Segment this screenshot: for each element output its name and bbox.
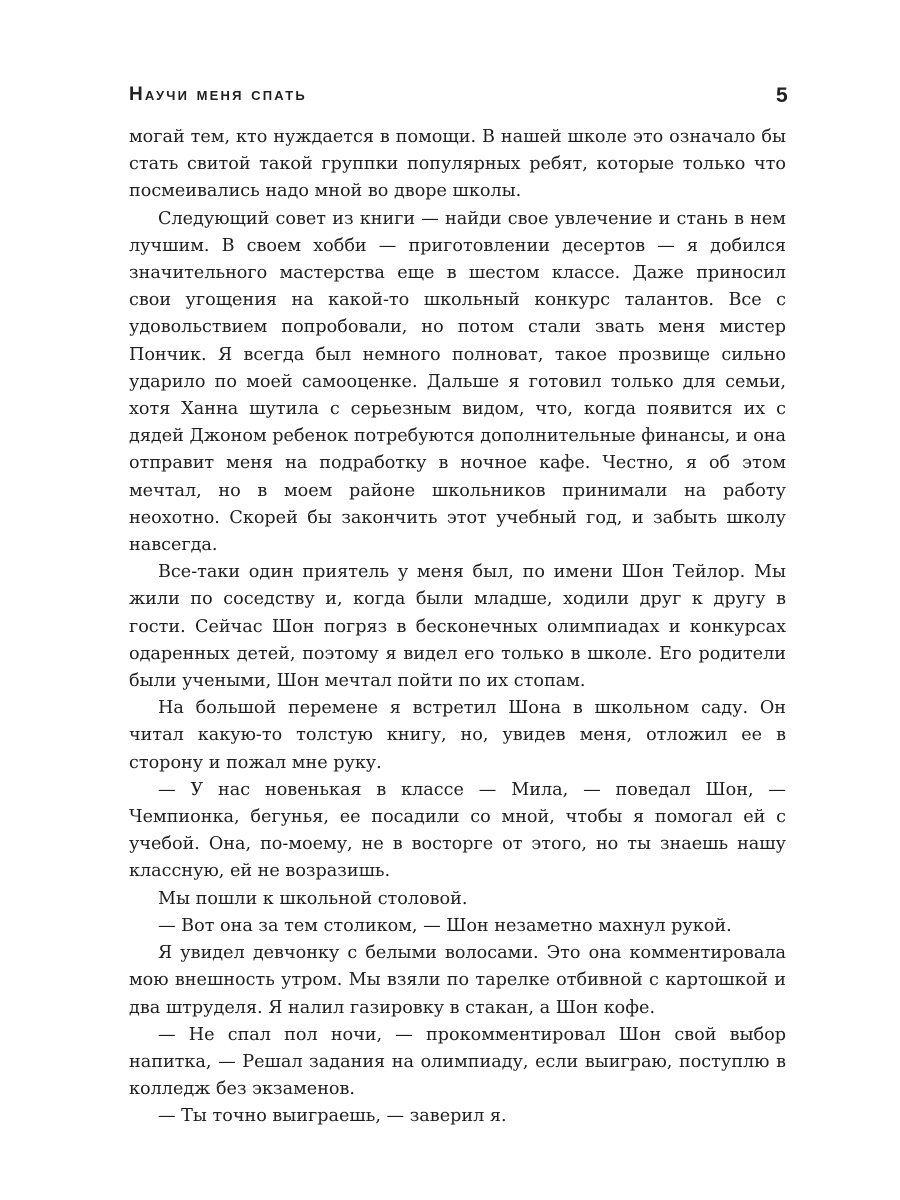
paragraph: — Ты точно выиграешь, — заверил я. bbox=[158, 1106, 507, 1127]
paragraph: могай тем, кто нуждается в помощи. В нашей школе это означало бы стать свитой такой группки популярных ребят, которые только что посмеивались надо мной во дворе школы. bbox=[129, 127, 786, 202]
running-title: Научи меня спать bbox=[129, 84, 307, 105]
body-text bbox=[129, 124, 786, 1131]
paragraph: Все-таки один приятель у меня был, по имени Шон Тейлор. Мы жили по соседству и, когда были младше, ходили друг к другу в гости. Сейчас Шон погряз в бесконечных олимпиадах и конкурсах одаренных детей, поэтому я видел его только в школе. Его родители были учеными, Шон мечтал пойти по их стопам. bbox=[129, 562, 786, 692]
page-number: 5 bbox=[776, 84, 788, 107]
paragraph: Я увидел девчонку с белыми волосами. Это она комментировала мою внешность утром. Мы взяли по тарелке отбивной с картошкой и два штруделя. Я налил газировку в стакан, а Шон кофе. bbox=[129, 943, 786, 1018]
paragraph: — Не спал пол ночи, — прокомментировал Шон свой выбор напитка, — Решал задания на олимпиаду, если выиграю, поступлю в колледж без экзаменов. bbox=[129, 1024, 786, 1100]
paragraph: — Вот она за тем столиком, — Шон незаметно махнул рукой. bbox=[158, 915, 732, 936]
paragraph: На большой перемене я встретил Шона в школьном саду. Он читал какую-то толстую книгу, но, увидев меня, отложил ее в сторону и пожал мне руку. bbox=[129, 698, 786, 773]
paragraph: Мы пошли к школьной столовой. bbox=[158, 888, 468, 909]
paragraph: — У нас новенькая в классе — Мила, — поведал Шон, — Чемпионка, бегунья, ее посадили со мной, чтобы я помогал ей с учебой. Она, по-моему, не в восторге от этого, но ты знаешь нашу классную, ей не возразишь. bbox=[129, 779, 786, 882]
paragraph: Следующий совет из книги — найди свое увлечение и стань в нем лучшим. В своем хобби — приготовлении десертов — я добился значительного мастерства еще в шестом классе. Даже приносил свои угощения на какой-то школьный конкурс талантов. Все с удовольствием попробовали, но потом стали звать меня мистер Пончик. Я всегда был немного полноват, такое прозвище сильно ударило по моей самооценке. Дальше я готовил только для семьи, хотя Ханна шутила с серьезным видом, что, когда появится их с дядей Джоном ребенок потребуются дополнительные финансы, и она отправит меня на подработку в ночное кафе. Честно, я об этом мечтал, но в моем районе школьников принимали на работу неохотно. Скорей бы закончить этот учебный год, и забыть школу навсегда. bbox=[129, 208, 786, 556]
